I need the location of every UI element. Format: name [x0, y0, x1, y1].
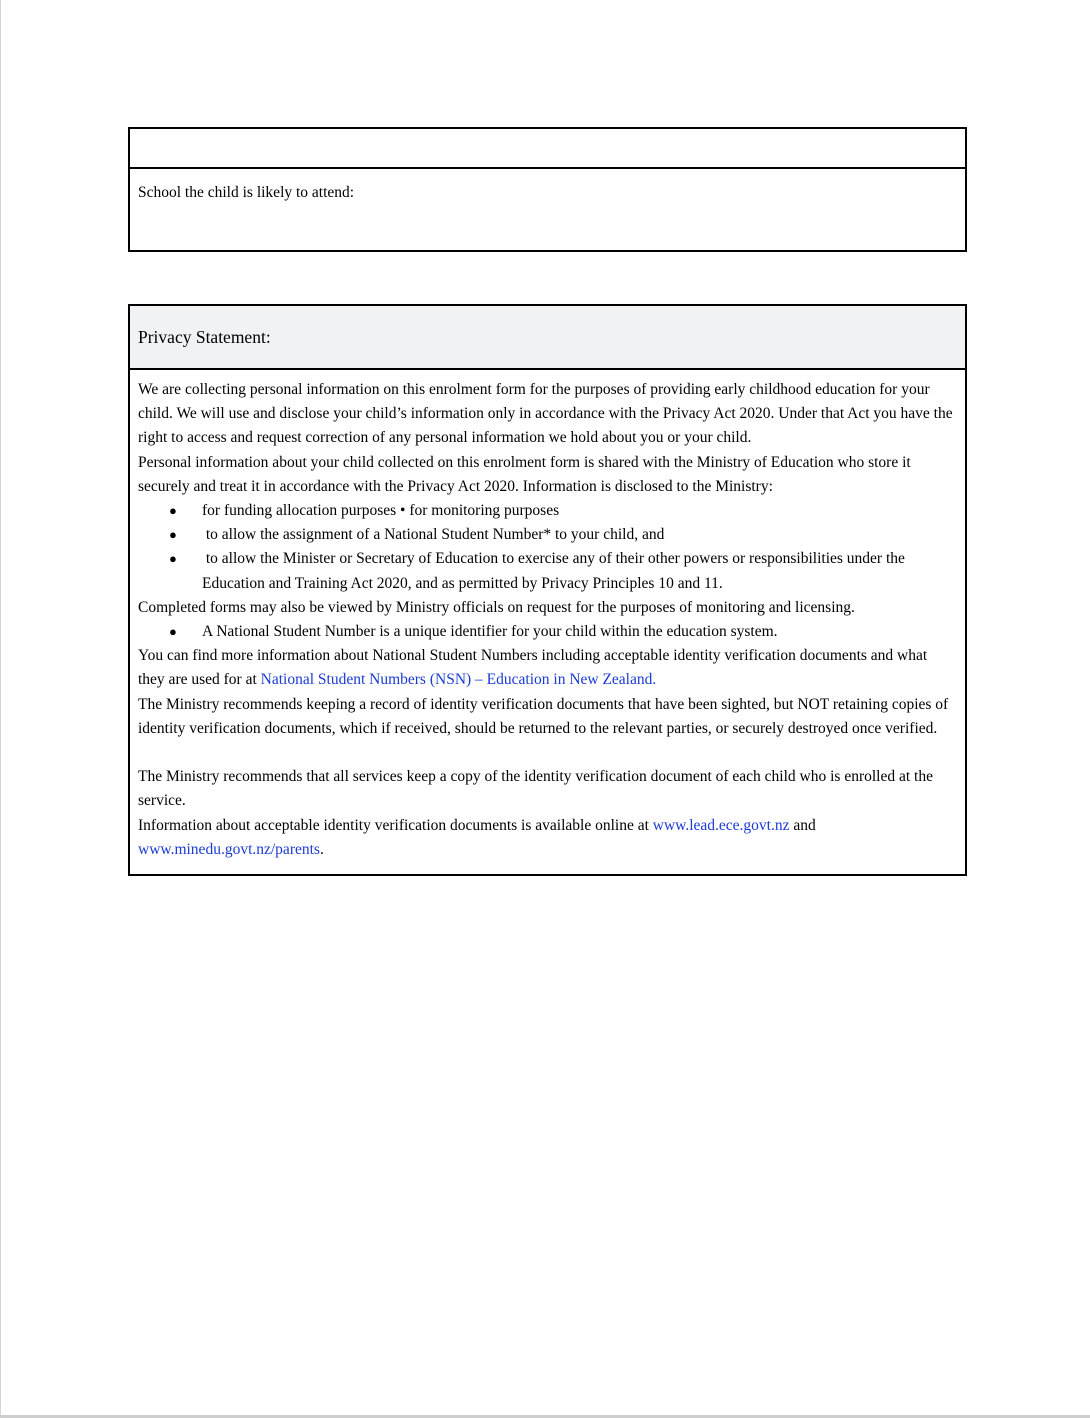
list-item-text: for funding allocation purposes • for monitoring purposes	[202, 502, 560, 520]
minedu-parents-link[interactable]: www.minedu.govt.nz/parents	[138, 840, 320, 858]
period-text: .	[319, 840, 324, 858]
lead-ece-link[interactable]: www.lead.ece.govt.nz	[652, 816, 790, 834]
list-item	[138, 620, 957, 644]
privacy-paragraph: We are collecting personal information on this enrolment form for the purposes of providing early childhood education for your child. We will use and disclose your child’s information only in accordance with the Privacy Act 2020. Under that Act you have the right to access and request correction of any personal information we hold about you or your child.	[138, 381, 953, 447]
nsn-definition: A National Student Number is a unique identifier for your child within the education system.	[202, 623, 778, 641]
list-item	[138, 547, 957, 595]
privacy-paragraph: Personal information about your child collected on this enrolment form is shared with the Ministry of Education who store it securely and treat it in accordance with the Privacy Act 2020. Information is disclosed to the Ministry:	[138, 453, 911, 495]
school-field[interactable]	[130, 169, 965, 203]
nsn-link[interactable]: National Student Numbers (NSN) – Education in New Zealand.	[260, 671, 657, 689]
list-item-text: to allow the assignment of a National Student Number* to your child, and	[202, 526, 665, 544]
bullet-icon: ●	[169, 527, 177, 543]
privacy-paragraph	[138, 814, 957, 862]
blank-table-row	[130, 129, 965, 169]
bullet-icon: ●	[169, 624, 177, 640]
verification-info-text: Information about acceptable identity verification documents is available online at	[138, 816, 653, 834]
page-edge	[0, 0, 1, 1418]
privacy-paragraph: Completed forms may also be viewed by Ministry officials on request for the purposes of monitoring and licensing.	[138, 598, 855, 616]
privacy-statement-table	[128, 304, 967, 876]
spacer	[138, 741, 957, 765]
privacy-statement-title: Privacy Statement:	[138, 326, 271, 347]
list-item	[138, 499, 957, 523]
nsn-info-text: You can find more information about National Student Numbers including acceptable identity verification documents and what they are used for at	[138, 647, 928, 689]
list-item	[138, 523, 957, 547]
privacy-statement-header	[130, 306, 965, 370]
and-text: and	[789, 816, 816, 834]
list-item-text: to allow the Minister or Secretary of Education to exercise any of their other powers or responsibilities under the Education and Training Act 2020, and as permitted by Privacy Principles 10 and 11.	[202, 550, 909, 592]
bullet-icon: ●	[169, 503, 177, 519]
privacy-paragraph: The Ministry recommends that all services keep a copy of the identity verification document of each child who is enrolled at the service.	[138, 768, 933, 810]
privacy-paragraph	[138, 644, 957, 692]
privacy-paragraph: The Ministry recommends keeping a record of identity verification documents that have been sighted, but NOT retaining copies of identity verification documents, which if received, should be returned to the relevant parties, or securely destroyed once verified.	[138, 695, 949, 737]
school-table	[128, 127, 967, 252]
privacy-statement-body	[130, 370, 965, 862]
school-label: School the child is likely to attend:	[138, 184, 355, 201]
bullet-icon: ●	[169, 551, 177, 567]
